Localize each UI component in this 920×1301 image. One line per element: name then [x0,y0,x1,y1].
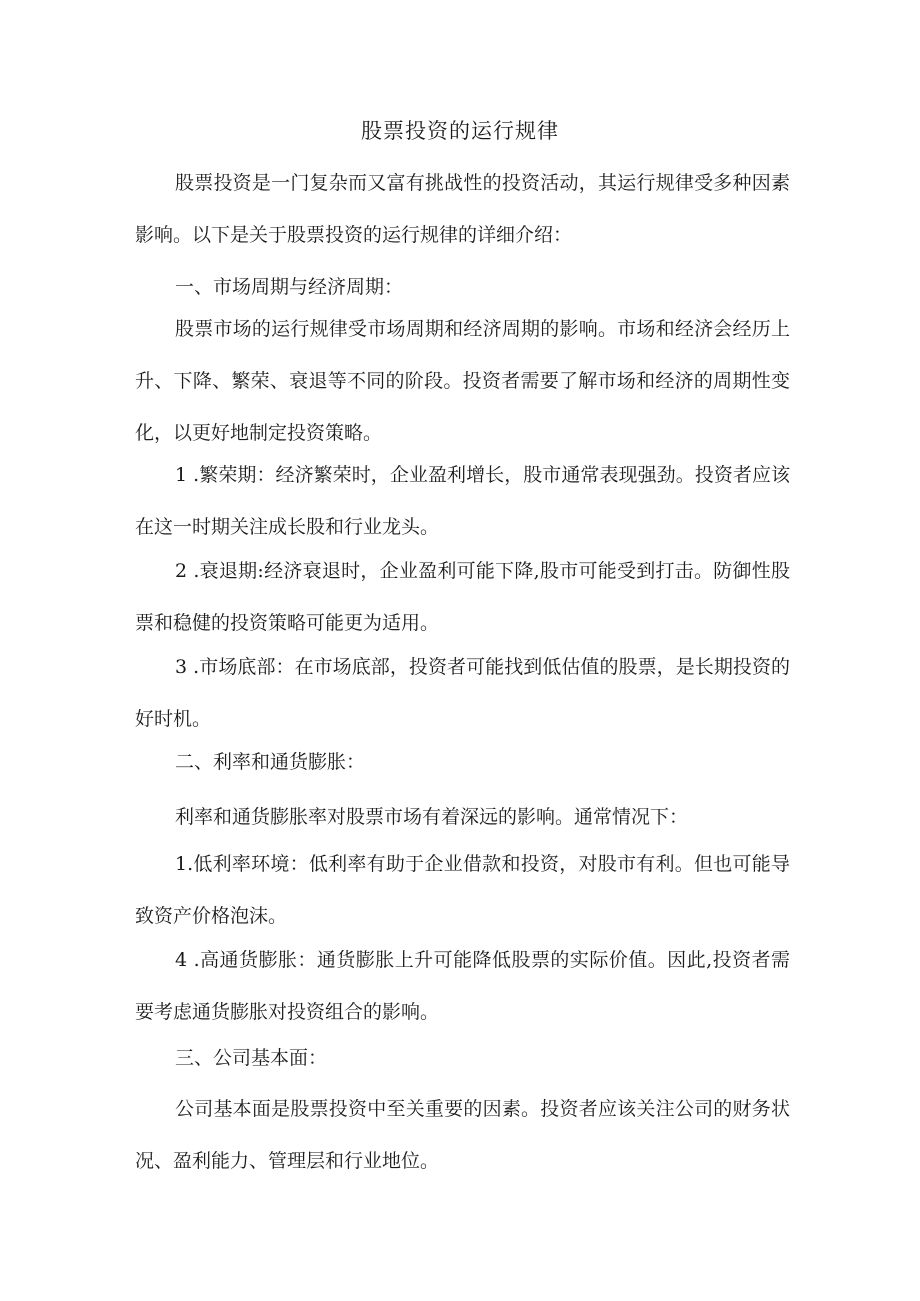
list-item-boom: 1 .繁荣期：经济繁荣时，企业盈利增长，股市通常表现强劲。投资者应该在这一时期关注成长股和行业龙头。 [135,464,790,538]
paragraph-market-cycle: 股票市场的运行规律受市场周期和经济周期的影响。市场和经济会经历上升、下降、繁荣、衰退等不同的阶段。投资者需要了解市场和经济的周期性变化，以更好地制定投资策略。 [135,318,790,444]
section-heading-market-cycle: 一、市场周期与经济周期： [175,276,404,298]
section-heading-fundamentals: 三、公司基本面： [175,1047,328,1069]
list-item-high-inflation: 4 .高通货膨胀：通货膨胀上升可能降低股票的实际价值。因此,投资者需要考虑通货膨胀对投资组合的影响。 [135,949,790,1023]
paragraph-rates-inflation: 利率和通货膨胀率对股票市场有着深远的影响。通常情况下： [175,806,689,828]
list-item-recession: 2 .衰退期:经济衰退时，企业盈利可能下降,股市可能受到打击。防御性股票和稳健的投资策略可能更为适用。 [135,560,790,634]
page-title: 股票投资的运行规律 [361,119,559,143]
list-item-market-bottom: 3 .市场底部：在市场底部，投资者可能找到低估值的股票，是长期投资的好时机。 [135,656,790,730]
list-item-low-rates: 1.低利率环境：低利率有助于企业借款和投资，对股市有利。但也可能导致资产价格泡沫。 [135,853,790,927]
section-heading-rates-inflation: 二、利率和通货膨胀： [175,751,366,773]
intro-paragraph: 股票投资是一门复杂而又富有挑战性的投资活动，其运行规律受多种因素影响。以下是关于股票投资的运行规律的详细介绍： [135,172,790,246]
paragraph-fundamentals: 公司基本面是股票投资中至关重要的因素。投资者应该关注公司的财务状况、盈利能力、管理层和行业地位。 [135,1098,790,1172]
